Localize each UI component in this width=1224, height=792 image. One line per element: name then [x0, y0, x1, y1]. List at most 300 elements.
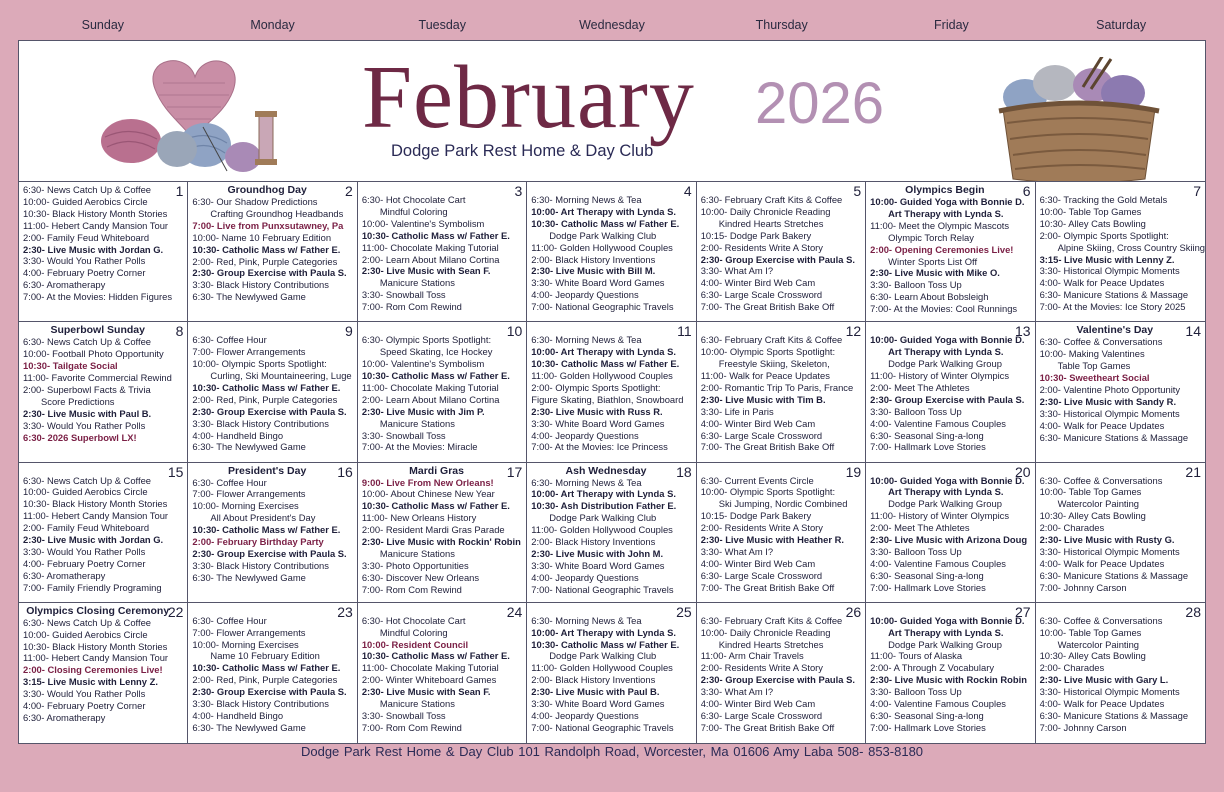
day-number: 6: [1022, 183, 1031, 199]
event-item: 2:30- Live Music with Jim P.: [361, 405, 485, 417]
event-item: 10:00- Guided Aerobics Circle: [23, 195, 148, 207]
event-item: 6:30- The Newlywed Game: [192, 291, 306, 303]
event-item: Manicure Stations: [379, 277, 455, 289]
event-item: 6:30- Coffee Hour: [192, 334, 267, 346]
day-number: 28: [1185, 603, 1201, 620]
event-item: 3:30- Snowball Toss: [361, 429, 446, 441]
event-item: 3:30- Photo Opportunities: [361, 559, 469, 571]
event-item: 10:30- Catholic Mass w/ Father E.: [361, 650, 510, 662]
day-number: 4: [683, 183, 692, 199]
event-item: 10:00- Daily Chronicle Reading: [700, 205, 831, 217]
event-item: 4:00- Winter Bird Web Cam: [700, 698, 816, 710]
event-item: 7:00- Flower Arrangements: [192, 488, 306, 500]
event-item: 6:30- News Catch Up & Coffee: [23, 184, 152, 195]
event-item: Ski Jumping, Nordic Combined: [718, 498, 848, 510]
day-number: 8: [175, 323, 184, 340]
event-item: 2:30- Group Exercise with Paula S.: [192, 547, 347, 559]
event-item: 7:00- Hallmark Love Stories: [870, 441, 986, 453]
day-cell: [697, 322, 866, 462]
event-item: 7:00- At the Movies: Miracle: [361, 441, 478, 453]
event-item: 11:00- Hebert Candy Mansion Tour: [23, 652, 169, 664]
event-item: 2:30- Group Exercise with Paula S.: [700, 253, 855, 265]
dow-sunday: Sunday: [81, 18, 125, 32]
event-item: Dodge Park Walking Club: [549, 512, 657, 524]
event-item: 10:00- Valentine's Symbolism: [361, 217, 485, 229]
event-item: 11:00- Arm Chair Travels: [700, 650, 804, 662]
event-item: 7:00- Family Friendly Programing: [23, 581, 162, 593]
event-item: 3:30- White Board Word Games: [531, 277, 665, 289]
event-item: 2:00- Residents Write A Story: [700, 241, 823, 253]
day-cell: [188, 322, 357, 462]
event-item: 2:00- A Through Z Vocabulary: [870, 662, 995, 674]
day-cell: [866, 603, 1035, 743]
event-item: 10:30- Catholic Mass w/ Father E.: [192, 662, 341, 674]
event-item: 2:00- Meet The Athletes: [870, 522, 970, 534]
event-item: 6:30- Our Shadow Predictions: [192, 196, 318, 207]
event-item: 2:00- Black History Inventions: [531, 536, 656, 548]
event-item: 6:30- Seasonal Sing-a-long: [870, 569, 984, 581]
event-item: 10:00- Table Top Games: [1039, 626, 1142, 638]
event-item: 10:00- Guided Aerobics Circle: [23, 486, 148, 498]
holiday-title: Ash Wednesday: [565, 464, 647, 477]
event-item: 2:00- Learn About Milano Cortina: [361, 393, 500, 405]
event-item: 3:30- What Am I?: [700, 686, 774, 698]
event-item: 11:00- History of Winter Olympics: [870, 369, 1010, 381]
event-item: 2:00- Opening Ceremonies Live!: [870, 243, 1014, 255]
event-item: 10:30- Alley Cats Bowling: [1039, 650, 1146, 662]
event-item: 10:30- Sweetheart Social: [1039, 371, 1150, 383]
event-item: 11:00- Chocolate Making Tutorial: [361, 662, 499, 674]
event-item: Mindful Coloring: [379, 626, 448, 638]
event-item: 10:00- Olympic Sports Spotlight:: [700, 486, 836, 498]
event-item: 3:15- Live Music with Lenny Z.: [1039, 253, 1175, 265]
event-item: 6:30- February Craft Kits & Coffee: [700, 194, 843, 205]
event-item: 10:00- Table Top Games: [1039, 205, 1142, 217]
event-item: 6:30- February Craft Kits & Coffee: [700, 334, 843, 346]
event-item: 6:30- Manicure Stations & Massage: [1039, 431, 1189, 443]
event-item: 2:00- Residents Write A Story: [700, 522, 823, 534]
event-item: 10:00- Morning Exercises: [192, 638, 299, 650]
event-item: 10:00- Olympic Sports Spotlight:: [192, 358, 327, 370]
event-item: 2:00- Family Feud Whiteboard: [23, 231, 150, 243]
event-item: Dodge Park Walking Group: [888, 498, 1002, 510]
holiday-title: Groundhog Day: [227, 184, 307, 196]
event-item: 7:00- The Great British Bake Off: [700, 441, 835, 453]
event-item: Kindred Hearts Stretches: [718, 217, 824, 229]
event-item: 3:30- Snowball Toss: [361, 710, 446, 721]
event-item: 6:30- Aromatherapy: [23, 569, 106, 581]
event-item: 2:00- Winter Whiteboard Games: [361, 674, 497, 686]
day-number: 24: [506, 603, 523, 620]
facility-subtitle: Dodge Park Rest Home & Day Club: [391, 142, 654, 160]
event-item: 4:00- Jeopardy Questions: [531, 429, 639, 441]
month-title: February: [362, 48, 695, 147]
event-item: 3:30- Would You Rather Polls: [23, 419, 146, 431]
event-item: 2:00- Romantic Trip To Paris, France: [700, 381, 854, 393]
day-cell: [866, 463, 1035, 603]
event-item: 6:30- Seasonal Sing-a-long: [870, 429, 984, 441]
event-item: 6:30- Discover New Orleans: [361, 571, 480, 583]
day-number: 27: [1014, 603, 1031, 620]
day-number: 26: [845, 603, 862, 620]
day-cell: [19, 182, 188, 322]
event-item: 2:00- Learn About Milano Cortina: [361, 253, 500, 265]
heart-yarn-illustration: [93, 49, 283, 174]
event-item: 6:30- Aromatherapy: [23, 712, 106, 723]
day-number: 13: [1014, 323, 1031, 340]
event-item: 11:00- Hebert Candy Mansion Tour: [23, 510, 169, 522]
event-item: 7:00- Rom Com Rewind: [361, 301, 462, 313]
event-item: 9:00- Live From New Orleans!: [361, 476, 494, 488]
calendar-grid: [19, 182, 1205, 743]
event-item: 10:00- Guided Yoga with Bonnie D.: [870, 614, 1025, 626]
event-item: 4:00- Winter Bird Web Cam: [700, 557, 816, 569]
event-item: 4:00- Winter Bird Web Cam: [700, 277, 816, 289]
event-item: 2:30- Group Exercise with Paula S.: [192, 686, 347, 698]
event-item: 3:30- Snowball Toss: [361, 289, 446, 301]
event-item: 7:00- Johnny Carson: [1039, 581, 1127, 593]
event-item: Curling, Ski Mountaineering, Luge: [210, 369, 352, 381]
event-item: 7:00- Live from Punxsutawney, Pa: [192, 219, 344, 231]
day-cell: [697, 463, 866, 603]
event-item: 2:30- Live Music with Paul B.: [531, 686, 660, 698]
holiday-title: Valentine's Day: [1076, 324, 1154, 337]
event-item: Watercolor Painting: [1057, 638, 1140, 650]
holiday-title: President's Day: [227, 464, 307, 477]
event-item: 2:30- Live Music with Jordan G.: [23, 534, 164, 546]
event-item: 3:30- Would You Rather Polls: [23, 545, 146, 557]
dow-monday: Monday: [250, 18, 295, 32]
event-item: 10:30- Catholic Mass w/ Father E.: [531, 638, 680, 650]
event-item: 11:00- Hebert Candy Mansion Tour: [23, 219, 169, 231]
event-item: 3:30- Would You Rather Polls: [23, 688, 146, 700]
day-number: 19: [845, 463, 862, 480]
event-item: 10:00- Table Top Games: [1039, 486, 1142, 498]
event-item: 10:30- Black History Month Stories: [23, 640, 168, 652]
event-item: 3:30- White Board Word Games: [531, 698, 665, 710]
event-item: 10:00- Guided Yoga with Bonnie D.: [870, 334, 1025, 346]
event-item: 6:30- Hot Chocolate Cart: [361, 614, 466, 626]
event-item: 7:00- Flower Arrangements: [192, 346, 306, 358]
event-item: 2:00- Red, Pink, Purple Categories: [192, 393, 338, 405]
footer-contact: Dodge Park Rest Home & Day Club 101 Randolph Road, Worcester, Ma 01606 Amy Laba 508- 853-8180: [300, 744, 924, 759]
holiday-title: Olympics Begin: [905, 184, 985, 196]
event-item: 2:30- Live Music with Sean F.: [361, 686, 491, 698]
event-item: 4:00- Walk for Peace Updates: [1039, 419, 1165, 431]
event-item: 10:30- Alley Cats Bowling: [1039, 510, 1146, 522]
event-item: 4:00- Handheld Bingo: [192, 429, 284, 441]
day-number: 5: [853, 183, 862, 199]
day-cell: [358, 603, 527, 743]
event-item: 10:30- Catholic Mass w/ Father E.: [361, 229, 510, 241]
event-item: 2:00- Family Feud Whiteboard: [23, 522, 150, 534]
event-item: 2:30- Live Music with Paul B.: [23, 407, 152, 419]
event-item: 6:30- Tracking the Gold Metals: [1039, 194, 1168, 205]
event-item: 3:30- Black History Contributions: [192, 698, 329, 710]
event-item: 11:00- Golden Hollywood Couples: [531, 241, 673, 253]
event-item: 4:00- Valentine Famous Couples: [870, 698, 1006, 710]
event-item: 2:30- Group Exercise with Paula S.: [700, 674, 855, 686]
event-item: 7:00- The Great British Bake Off: [700, 581, 835, 593]
event-item: 2:30- Live Music with Rockin Robin: [870, 674, 1027, 686]
event-item: 3:30- Balloon Toss Up: [870, 405, 962, 417]
day-number: 23: [337, 603, 353, 620]
event-item: 10:30- Catholic Mass w/ Father E.: [192, 524, 341, 536]
day-cell: [19, 322, 188, 462]
event-item: Art Therapy with Lynda S.: [888, 207, 1004, 219]
event-item: Kindred Hearts Stretches: [718, 638, 824, 650]
event-item: Speed Skating, Ice Hockey: [379, 346, 493, 358]
event-item: 7:00- The Great British Bake Off: [700, 301, 835, 313]
day-number: 10: [506, 323, 523, 340]
event-item: 6:30- The Newlywed Game: [192, 571, 306, 583]
event-item: 3:30- Historical Olympic Moments: [1039, 545, 1180, 557]
event-item: 7:00- Hallmark Love Stories: [870, 721, 986, 733]
day-cell: [527, 182, 696, 322]
event-item: 3:30- Black History Contributions: [192, 279, 329, 291]
event-item: 2:30- Live Music with Sean F.: [361, 265, 491, 277]
event-item: 2:30- Live Music with Tim B.: [700, 393, 826, 405]
event-item: 6:30- Large Scale Crossword: [700, 289, 823, 301]
day-cell: [866, 182, 1035, 322]
event-item: 2:30- Live Music with Sandy R.: [1039, 395, 1177, 407]
event-item: 7:00- Flower Arrangements: [192, 626, 306, 638]
event-item: 3:30- Black History Contributions: [192, 559, 329, 571]
event-item: Freestyle Skiing, Skeleton,: [718, 358, 830, 370]
days-of-week-header: [18, 18, 1206, 38]
event-item: 10:30- Ash Distribution Father E.: [531, 500, 677, 512]
event-item: 2:00- Residents Write A Story: [700, 662, 823, 674]
day-cell: [527, 322, 696, 462]
event-item: Dodge Park Walking Group: [888, 638, 1002, 650]
event-item: 6:30- The Newlywed Game: [192, 441, 306, 453]
event-item: 10:00- Resident Council: [361, 638, 469, 650]
event-item: 2:00- Red, Pink, Purple Categories: [192, 674, 338, 686]
event-item: 2:30- Live Music with Gary L.: [1039, 674, 1169, 686]
event-item: 7:00- The Great British Bake Off: [700, 721, 835, 733]
event-item: 10:00- Daily Chronicle Reading: [700, 626, 831, 638]
event-item: 3:30- Life in Paris: [700, 405, 774, 417]
year-title: 2026: [755, 71, 885, 136]
day-number: 11: [677, 323, 692, 340]
event-item: 10:00- Valentine's Symbolism: [361, 358, 485, 370]
day-number: 16: [337, 463, 353, 480]
event-item: 6:30- Morning News & Tea: [531, 476, 642, 488]
event-item: 2:00- Black History Inventions: [531, 253, 656, 265]
event-item: 10:30- Catholic Mass w/ Father E.: [361, 500, 510, 512]
event-item: 2:30- Live Music with Rusty G.: [1039, 534, 1175, 546]
event-item: 11:00- Tours of Alaska: [870, 650, 963, 662]
day-cell: [527, 603, 696, 743]
event-item: Mindful Coloring: [379, 205, 448, 217]
event-item: 6:30- Current Events Circle: [700, 474, 814, 486]
event-item: Alpine Skiing, Cross Country Skiing: [1057, 241, 1205, 253]
event-item: 6:30- Morning News & Tea: [531, 194, 642, 205]
event-item: 10:00- Guided Yoga with Bonnie D.: [870, 474, 1025, 486]
event-item: Figure Skating, Biathlon, Snowboard: [531, 393, 684, 405]
day-number: 18: [676, 463, 692, 480]
event-item: 3:30- White Board Word Games: [531, 417, 665, 429]
event-item: 4:00- February Poetry Corner: [23, 267, 146, 279]
event-item: 7:00- National Geographic Travels: [531, 583, 674, 595]
event-item: 7:00- National Geographic Travels: [531, 301, 674, 313]
day-cell: [1036, 463, 1205, 603]
event-item: 10:00- Morning Exercises: [192, 500, 299, 512]
event-item: 3:30- Historical Olympic Moments: [1039, 407, 1180, 419]
event-item: 4:00- Walk for Peace Updates: [1039, 698, 1165, 710]
event-item: 2:30- Live Music with Russ R.: [531, 405, 663, 417]
event-item: 2:30- Live Music with Heather R.: [700, 534, 844, 546]
event-item: 4:00- February Poetry Corner: [23, 557, 146, 569]
event-item: 6:30- Olympic Sports Spotlight:: [361, 334, 492, 346]
event-item: 3:30- Black History Contributions: [192, 417, 329, 429]
event-item: Name 10 February Edition: [210, 650, 320, 662]
event-item: 6:30- Large Scale Crossword: [700, 569, 823, 581]
event-item: 3:30- Historical Olympic Moments: [1039, 265, 1180, 277]
event-item: 4:00- Valentine Famous Couples: [870, 557, 1006, 569]
event-item: Watercolor Painting: [1057, 498, 1140, 510]
event-item: Score Predictions: [41, 395, 115, 407]
event-item: 7:00- At the Movies: Ice Story 2025: [1039, 301, 1186, 313]
day-cell: [1036, 182, 1205, 322]
day-number: 7: [1193, 183, 1201, 199]
day-cell: [1036, 603, 1205, 743]
event-item: 3:30- What Am I?: [700, 545, 774, 557]
day-number: 20: [1014, 463, 1031, 480]
event-item: 6:30- Coffee & Conversations: [1039, 614, 1163, 626]
event-item: Art Therapy with Lynda S.: [888, 486, 1004, 498]
event-item: 4:00- Walk for Peace Updates: [1039, 277, 1165, 289]
event-item: Dodge Park Walking Group: [888, 358, 1002, 370]
event-item: 2:00- Valentine Photo Opportunity: [1039, 383, 1181, 395]
event-item: Winter Sports List Off: [888, 255, 978, 267]
event-item: 6:30- Morning News & Tea: [531, 334, 642, 346]
event-item: 6:30- Manicure Stations & Massage: [1039, 710, 1189, 721]
day-number: 9: [345, 323, 353, 340]
event-item: 11:00- Chocolate Making Tutorial: [361, 381, 499, 393]
event-item: 4:00- Valentine Famous Couples: [870, 417, 1006, 429]
event-item: Table Top Games: [1057, 360, 1131, 372]
event-item: 10:30- Catholic Mass w/ Father E.: [531, 358, 680, 370]
event-item: 6:30- News Catch Up & Coffee: [23, 336, 152, 348]
event-item: 4:00- Jeopardy Questions: [531, 289, 639, 301]
day-cell: [188, 182, 357, 322]
day-cell: [358, 322, 527, 462]
event-item: 2:00- Olympic Sports Spotlight:: [531, 381, 661, 393]
dow-friday: Friday: [934, 18, 969, 32]
event-item: 6:30- Seasonal Sing-a-long: [870, 710, 984, 721]
event-item: Dodge Park Walking Club: [549, 650, 657, 662]
event-item: 6:30- Coffee & Conversations: [1039, 336, 1163, 348]
event-item: 2:30- Live Music with John M.: [531, 547, 664, 559]
event-item: 2:00- February Birthday Party: [192, 536, 324, 548]
event-item: 10:00- Guided Aerobics Circle: [23, 628, 148, 640]
holiday-title: Superbowl Sunday: [50, 324, 145, 337]
event-item: Manicure Stations: [379, 417, 455, 429]
event-item: 6:30- News Catch Up & Coffee: [23, 474, 152, 486]
event-item: 10:00- Football Photo Opportunity: [23, 348, 164, 360]
day-cell: [358, 463, 527, 603]
event-item: 6:30- Manicure Stations & Massage: [1039, 289, 1189, 301]
day-number: 3: [514, 183, 523, 199]
day-cell: [1036, 322, 1205, 462]
holiday-title: Olympics Closing Ceremony: [26, 604, 170, 617]
event-item: Olympic Torch Relay: [888, 231, 974, 243]
event-item: 2:30- Live Music with Arizona Doug: [870, 534, 1028, 546]
day-cell: [527, 463, 696, 603]
event-item: 10:00- Making Valentines: [1039, 348, 1145, 360]
event-item: 10:30- Catholic Mass w/ Father E.: [361, 369, 510, 381]
event-item: 3:30- Historical Olympic Moments: [1039, 686, 1180, 698]
event-item: 10:30- Catholic Mass w/ Father E.: [192, 381, 341, 393]
day-cell: [19, 463, 188, 603]
event-item: 7:00- At the Movies: Hidden Figures: [23, 291, 173, 303]
day-cell: [188, 603, 357, 743]
day-number: 14: [1185, 323, 1201, 340]
event-item: Manicure Stations: [379, 698, 455, 710]
event-item: 2:00- Charades: [1039, 662, 1105, 674]
day-cell: [19, 603, 188, 743]
event-item: 11:00- History of Winter Olympics: [870, 510, 1010, 522]
event-item: 7:00- Rom Com Rewind: [361, 583, 462, 595]
event-item: 10:30- Black History Month Stories: [23, 207, 168, 219]
day-number: 17: [506, 463, 523, 480]
event-item: 10:00- Name 10 February Edition: [192, 231, 332, 243]
day-number: 2: [345, 183, 353, 199]
event-item: 10:15- Dodge Park Bakery: [700, 510, 812, 522]
event-item: 11:00- Golden Hollywood Couples: [531, 524, 673, 536]
day-cell: [697, 182, 866, 322]
event-item: 2:00- Charades: [1039, 522, 1105, 534]
event-item: 10:30- Catholic Mass w/ Father E.: [192, 243, 341, 255]
event-item: 2:00- Resident Mardi Gras Parade: [361, 524, 505, 536]
event-item: 2:30- Group Exercise with Paula S.: [870, 393, 1025, 405]
event-item: 11:00- Chocolate Making Tutorial: [361, 241, 499, 253]
event-item: 2:00- Superbowl Facts & Trivia: [23, 383, 151, 395]
event-item: 6:30- Large Scale Crossword: [700, 429, 823, 441]
event-item: 10:00- Guided Yoga with Bonnie D.: [870, 196, 1025, 207]
day-cell: [866, 322, 1035, 462]
event-item: Art Therapy with Lynda S.: [888, 346, 1004, 358]
dow-tuesday: Tuesday: [418, 18, 467, 32]
event-item: 10:00- Art Therapy with Lynda S.: [531, 205, 676, 217]
event-item: 4:00- February Poetry Corner: [23, 700, 146, 712]
event-item: 6:30- Large Scale Crossword: [700, 710, 823, 721]
event-item: 10:15- Dodge Park Bakery: [700, 229, 812, 241]
event-item: 6:30- Morning News & Tea: [531, 614, 642, 626]
event-item: 6:30- 2026 Superbowl LX!: [23, 431, 137, 443]
event-item: 2:30- Live Music with Mike O.: [870, 267, 1000, 279]
event-item: 6:30- Coffee Hour: [192, 476, 267, 488]
dow-thursday: Thursday: [755, 18, 808, 32]
event-item: 6:30- Aromatherapy: [23, 279, 106, 291]
event-item: 6:30- Manicure Stations & Massage: [1039, 569, 1189, 581]
event-item: 11:00- New Orleans History: [361, 512, 477, 524]
event-item: 7:00- Rom Com Rewind: [361, 721, 462, 733]
event-item: 10:30- Tailgate Social: [23, 360, 118, 372]
day-cell: [697, 603, 866, 743]
event-item: 6:30- The Newlywed Game: [192, 721, 306, 733]
event-item: 11:00- Walk for Peace Updates: [700, 369, 830, 381]
day-cell: [188, 463, 357, 603]
calendar: [18, 40, 1206, 744]
event-item: 3:15- Live Music with Lenny Z.: [23, 676, 158, 688]
day-number: 22: [167, 603, 184, 620]
event-item: 3:30- Balloon Toss Up: [870, 545, 962, 557]
holiday-title: Mardi Gras: [409, 464, 464, 477]
event-item: 6:30- Coffee Hour: [192, 614, 267, 626]
event-item: 7:00- At the Movies: Cool Runnings: [870, 303, 1018, 315]
